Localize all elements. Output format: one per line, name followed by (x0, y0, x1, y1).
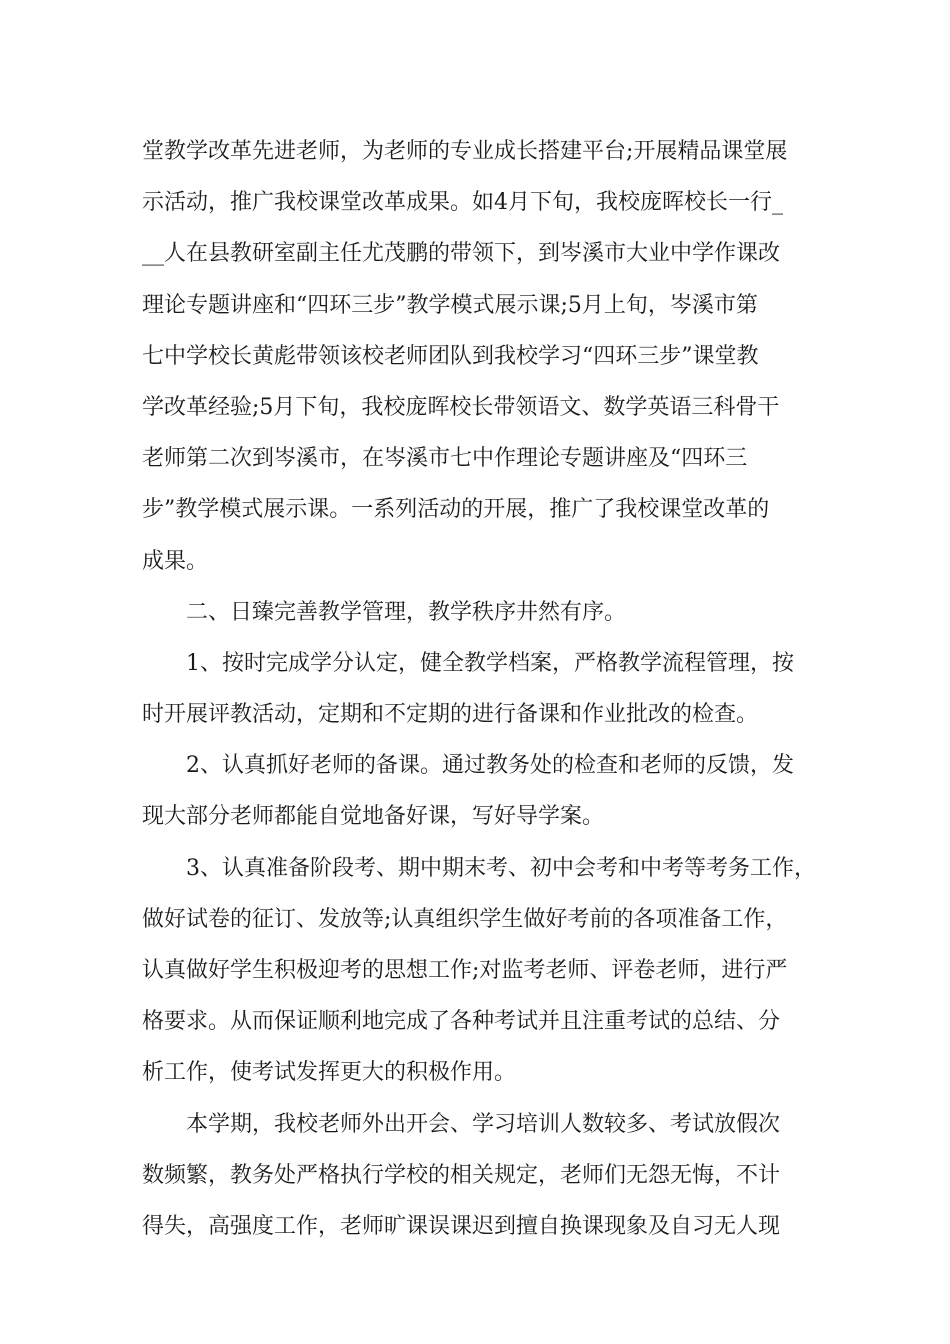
text-line: 步”教学模式展示课。一系列活动的开展，推广了我校课堂改革的 (142, 497, 770, 523)
list-item-2 (142, 740, 812, 842)
text-line: 2、认真抓好老师的备课。通过教务处的检查和老师的反馈，发 (142, 753, 794, 779)
text-line: 得失，高强度工作，老师旷课误课迟到擅自换课现象及自习无人现 (142, 1213, 781, 1239)
text-line: 时开展评教活动，定期和不定期的进行备课和作业批改的检查。 (142, 702, 759, 728)
text-line: __人在县教研室副主任尤茂鹏的带领下，到岑溪市大业中学作课改 (142, 241, 781, 267)
paragraph-semester (142, 1099, 812, 1253)
text-line: 理论专题讲座和“四环三步”教学模式展示课;5月上旬，岑溪市第 (142, 292, 758, 318)
text-line: 堂教学改革先进老师，为老师的专业成长搭建平台;开展精品课堂展 (142, 139, 788, 164)
text-line: 学改革经验;5月下旬，我校庞晖校长带领语文、数学英语三科骨干 (142, 394, 780, 420)
text-line: 做好试卷的征订、发放等;认真组织学生做好考前的各项准备工作， (142, 906, 788, 932)
section-heading: 二、日臻完善教学管理，教学秩序井然有序。 (142, 599, 627, 625)
text-line: 七中学校长黄彪带领该校老师团队到我校学习“四环三步”课堂教 (142, 343, 759, 369)
text-line: 3、认真准备阶段考、期中期末考、初中会考和中考等考务工作， (142, 855, 816, 881)
document-body (142, 126, 816, 1252)
list-item-1 (142, 638, 812, 740)
list-item-3 (142, 843, 816, 1099)
text-line: 1、按时完成学分认定，健全教学档案，严格教学流程管理，按 (142, 650, 794, 676)
text-line: 格要求。从而保证顺利地完成了各种考试并且注重考试的总结、分 (142, 1009, 781, 1035)
text-line: 成果。 (142, 548, 209, 574)
text-line: 示活动，推广我校课堂改革成果。如4月下旬，我校庞晖校长一行_ (142, 190, 783, 216)
text-line: 析工作，使考试发挥更大的积极作用。 (142, 1060, 517, 1086)
text-line: 现大部分老师都能自觉地备好课，写好导学案。 (142, 804, 605, 830)
text-line: 老师第二次到岑溪市，在岑溪市七中作理论专题讲座及“四环三 (142, 446, 748, 472)
text-line: 本学期，我校老师外出开会、学习培训人数较多、考试放假次 (142, 1111, 781, 1137)
paragraph-continuation (142, 126, 812, 587)
text-line: 数频繁，教务处严格执行学校的相关规定，老师们无怨无悔，不计 (142, 1162, 781, 1188)
text-line: 认真做好学生积极迎考的思想工作;对监考老师、评卷老师，进行严 (142, 958, 788, 983)
